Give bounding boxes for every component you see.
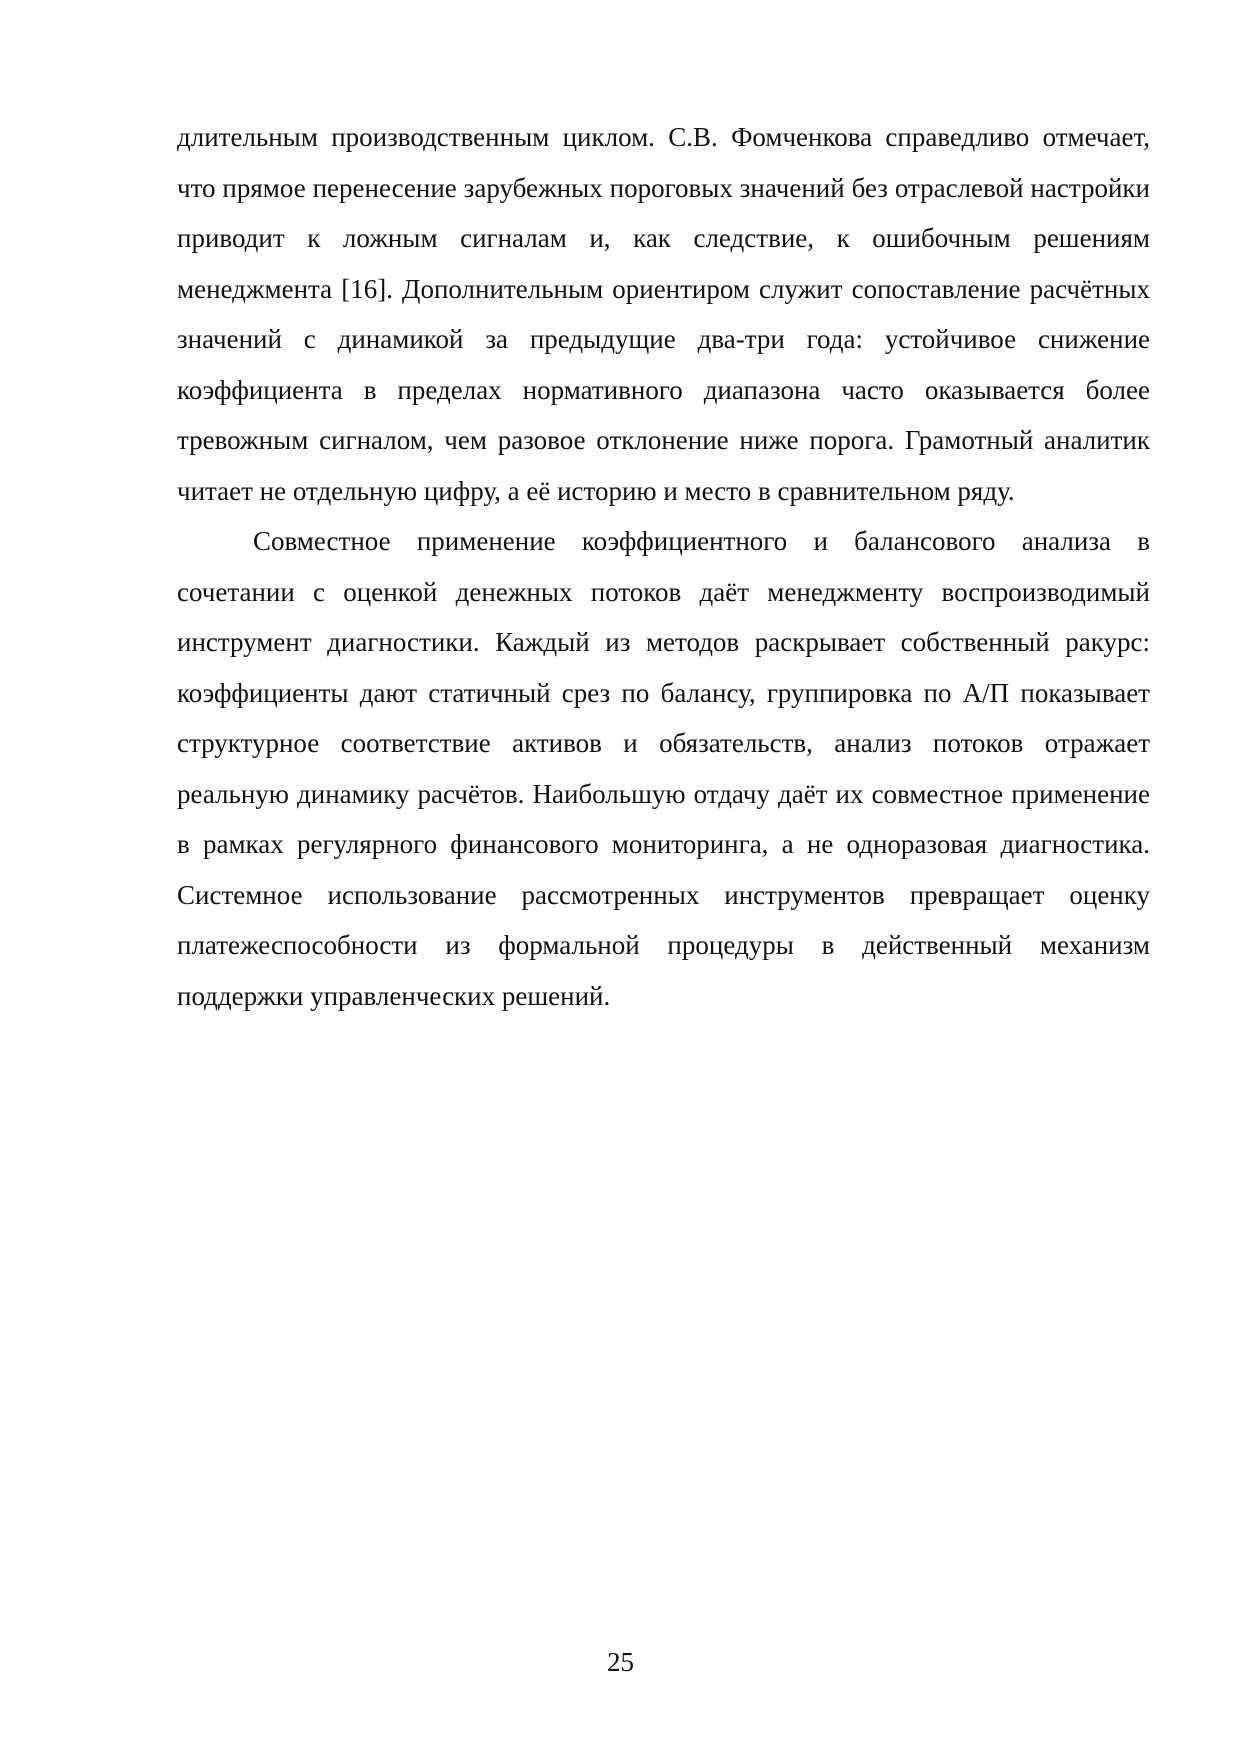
- paragraph-continued: длительным производственным циклом. С.В. Фомченкова справедливо отмечает, что прямое перенесение зарубежных пороговых значений без отраслевой настройки приводит к ложным сигналам и, как следствие, к ошибочным решениям менеджмента [16]. Дополнительным ориентиром служит сопоставление расчётных значений с динамикой за предыдущие два-три года: устойчивое снижение коэффициента в пределах нормативного диапазона часто оказывается более тревожным сигналом, чем разовое отклонение ниже порога. Грамотный аналитик читает не отдельную цифру, а её историю и место в сравнительном ряду.: [177, 122, 1150, 506]
- paragraph-conclusion: Совместное применение коэффициентного и балансового анализа в сочетании с оценкой денежных потоков даёт менеджменту воспроизводимый инструмент диагностики. Каждый из методов раскрывает собственный ракурс: коэффициенты дают статичный срез по балансу, группировка по А/П показывает структурное соответствие активов и обязательств, анализ потоков отражает реальную динамику расчётов. Наибольшую отдачу даёт их совместное применение в рамках регулярного финансового мониторинга, а не одноразовая диагностика. Системное использование рассмотренных инструментов превращает оценку платежеспособности из формальной процедуры в действенный механизм поддержки управленческих решений.: [177, 526, 1150, 1011]
- body-text: [177, 112, 1150, 1021]
- page-number: 25: [607, 1647, 634, 1677]
